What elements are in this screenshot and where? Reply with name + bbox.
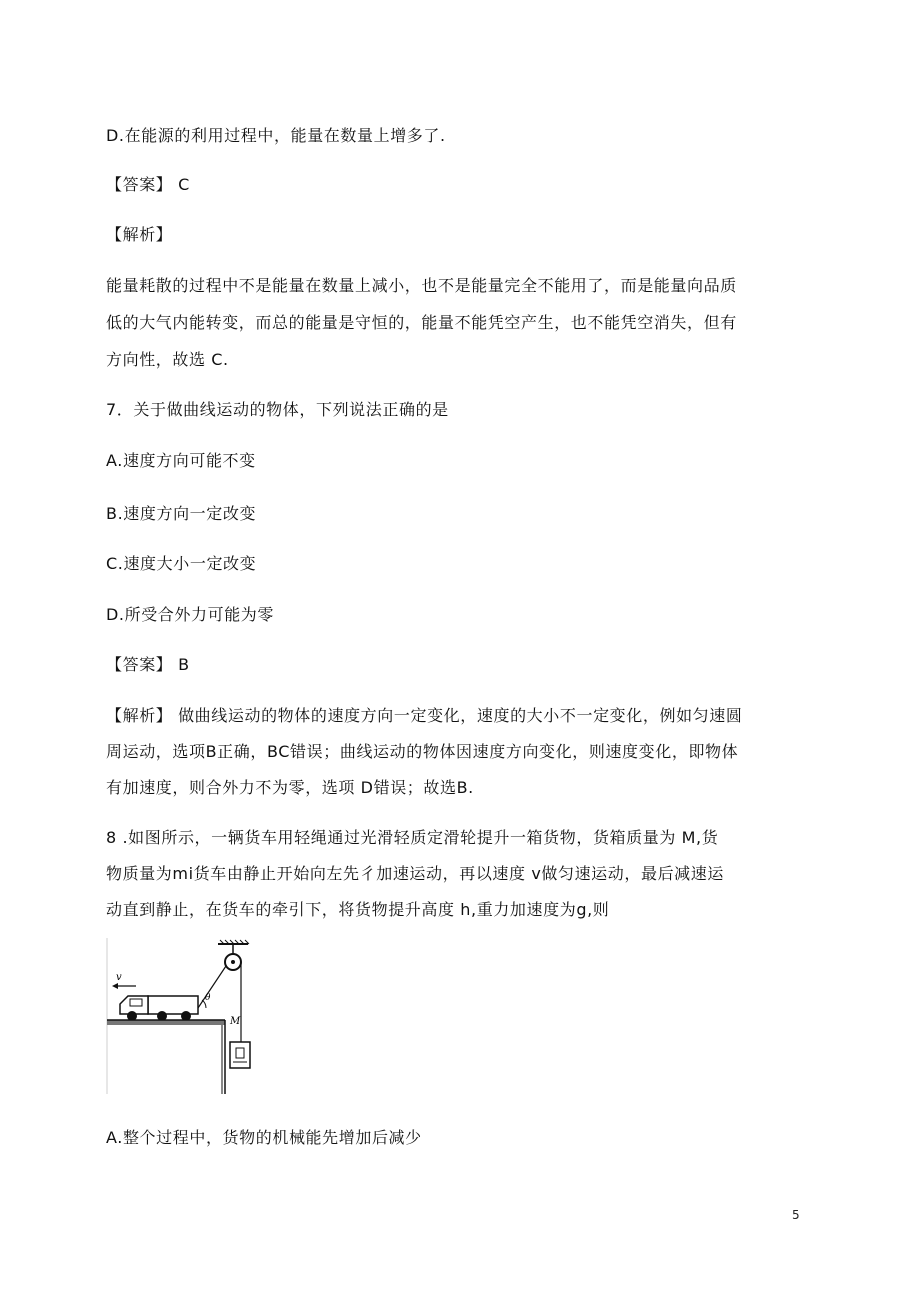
question-8-line-3: 动直到静止，在货车的牵引下，将货物提升高度 h,重力加速度为g,则	[106, 900, 610, 919]
q7-option-b: B.速度方向一定改变	[106, 504, 257, 523]
q7-option-d: D.所受合外力可能为零	[106, 605, 275, 624]
question-7: 7．关于做曲线运动的物体，下列说法正确的是	[106, 400, 449, 419]
text-option-d-prev: D.在能源的利用过程中，能量在数量上增多了.	[106, 126, 446, 145]
analysis-7-line-3: 有加速度，则合外力不为零，选项 D错误；故选B.	[106, 778, 474, 797]
q7-option-c: C.速度大小一定改变	[106, 554, 257, 573]
theta-label: θ	[205, 993, 211, 1003]
mass-label: M	[230, 1016, 241, 1027]
analysis-7-line-1: 【解析】 做曲线运动的物体的速度方向一定变化，速度的大小不一定变化，例如匀速圆	[106, 706, 743, 725]
truck-pulley-figure	[106, 938, 254, 1094]
q7-option-a: A.速度方向可能不变	[106, 451, 256, 470]
cargo-inner	[236, 1048, 244, 1058]
question-8-line-1: 8 .如图所示，一辆货车用轻绳通过光滑轻质定滑轮提升一箱货物，货箱质量为 M,货	[106, 828, 719, 847]
answer-7: 【答案】 B	[106, 655, 190, 674]
page-number: 5	[792, 1208, 800, 1222]
velocity-label: v	[116, 972, 122, 983]
analysis-7-line-2: 周运动，选项B正确，BC错误；曲线运动的物体因速度方向变化，则速度变化，即物体	[106, 742, 739, 761]
answer-6: 【答案】 C	[106, 175, 190, 194]
analysis-heading-6: 【解析】	[106, 225, 173, 244]
analysis-6-line-2: 低的大气内能转变，而总的能量是守恒的，能量不能凭空产生，也不能凭空消失，但有	[106, 313, 737, 332]
rope-to-truck	[198, 966, 226, 1008]
analysis-6-line-1: 能量耗散的过程中不是能量在数量上减小，也不是能量完全不能用了，而是能量向品质	[106, 276, 737, 295]
truck-cargo	[148, 996, 198, 1014]
q8-option-a: A.整个过程中，货物的机械能先增加后减少	[106, 1128, 422, 1147]
question-8-line-2: 物质量为mi货车由静止开始向左先彳加速运动，再以速度 v做匀速运动，最后减速运	[106, 864, 724, 883]
analysis-6-line-3: 方向性，故选 C.	[106, 350, 229, 369]
